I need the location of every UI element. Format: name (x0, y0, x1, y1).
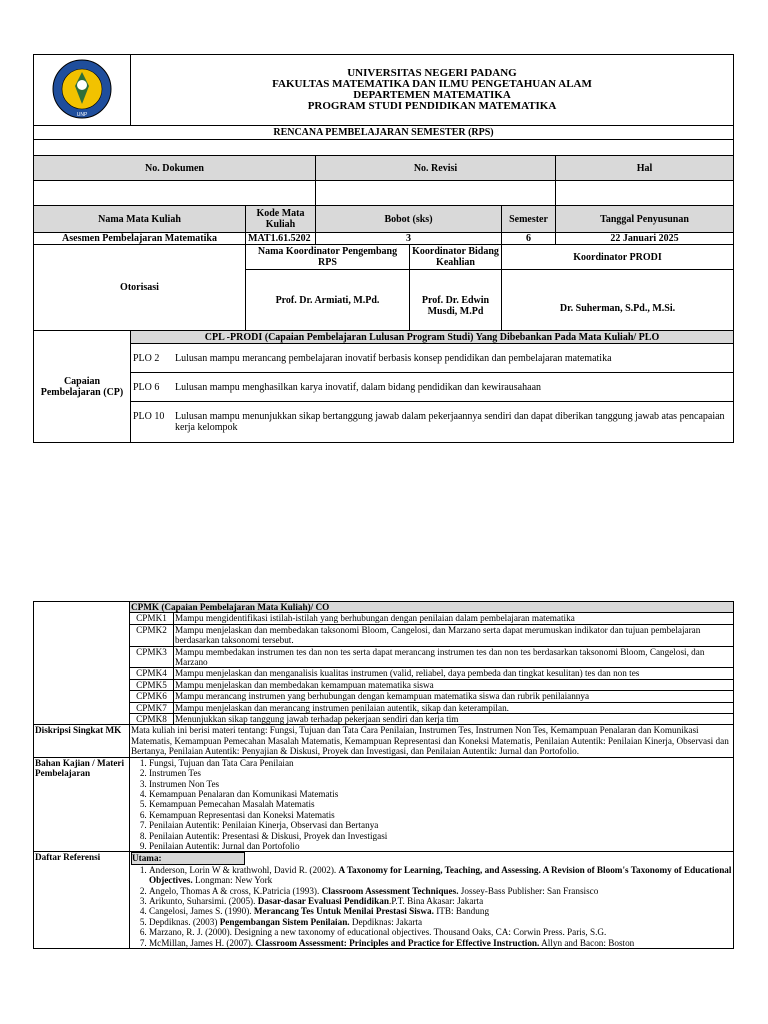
list-item: 2. Instrumen Tes (149, 768, 732, 778)
expertise-label: Koordinator Bidang Keahlian (410, 245, 502, 270)
cpmk-text: Mampu menjelaskan dan merancang instrumen penilaian autentik, sikap dan keterampilan. (174, 702, 734, 713)
cpmk-heading: CPMK (Capaian Pembelajaran Mata Kuliah)/ CO (130, 602, 734, 613)
institution-header (131, 55, 734, 126)
course-name: Asesmen Pembelajaran Matematika (34, 233, 246, 245)
hal-value (556, 181, 734, 206)
deskripsi-label: Diskripsi Singkat MK (34, 725, 130, 757)
cpmk-text: Mampu menjelaskan dan membedakan kemampuan matematika siswa (174, 679, 734, 690)
list-item: 6. Marzano, R. J. (2000). Designing a new taxonomy of educational objectives. Thousand Oaks, CA: Corwin Press. Paris, S.G. (149, 927, 732, 937)
cpmk-code: CPMK1 (130, 613, 174, 624)
list-item: 2. Angelo, Thomas A & cross, K.Patricia (1993). Classroom Assessment Techniques. Jossey-Bass Publisher: San Fransisco (149, 886, 732, 896)
list-item: 7. McMillan, James H. (2007). Classroom Assessment: Principles and Practice for Effective Instruction. Allyn and Bacon: Boston (149, 938, 732, 948)
cpmk-side-cell (34, 602, 130, 725)
plo-code: PLO 2 (133, 352, 160, 364)
developer-name: Prof. Dr. Armiati, M.Pd. (246, 270, 410, 331)
plo-code: PLO 10 (133, 411, 165, 422)
logo-abbrev: UNP (76, 111, 88, 118)
list-item: 3. Arikunto, Suharsimi. (2005). Dasar-dasar Evaluasi Pendidikan.P.T. Bina Akasar: Jakarta (149, 896, 732, 906)
list-item: 1. Anderson, Lorin W & krathwohl, David R. (2002). A Taxonomy for Learning, Teaching, and Assessing. A Revision of Bloom's Taxonomy of Educational Objectives. Longman: New York (149, 865, 732, 886)
no-revisi-label: No. Revisi (316, 156, 556, 181)
cpmk-code: CPMK8 (130, 714, 174, 725)
university-logo (51, 58, 113, 120)
bahan-list (131, 758, 732, 852)
prodi-label: Koordinator PRODI (502, 245, 734, 270)
date-label: Tanggal Penyusunan (556, 206, 734, 233)
list-item: 3. Instrumen Non Tes (149, 779, 732, 789)
semester-label: Semester (502, 206, 556, 233)
no-revisi-value (316, 181, 556, 206)
doc-title: RENCANA PEMBELAJARAN SEMESTER (RPS) (34, 126, 734, 140)
referensi-label: Daftar Referensi (34, 852, 130, 949)
no-dokumen-value (34, 181, 316, 206)
plo-row (131, 344, 734, 373)
list-item: 1. Fungsi, Tujuan dan Tata Cara Penilaian (149, 758, 732, 768)
referensi-cell (130, 852, 734, 949)
plo-row (131, 402, 734, 443)
plo-text: Lulusan mampu merancang pembelajaran inovatif berbasis konsep pendidikan dan pembelajaran matematika (175, 352, 612, 364)
otorisasi-label: Otorisasi (34, 245, 246, 331)
department-name: DEPARTEMEN MATEMATIKA (353, 89, 511, 101)
cpmk-text: Mampu menjelaskan dan membedakan taksonomi Bloom, Cangelosi, dan Marzano serta dapat merumuskan indikator dan tujuan pembelajaran berdasarkan taksonomi tersebut. (174, 624, 734, 646)
program-name: PROGRAM STUDI PENDIDIKAN MATEMATIKA (307, 100, 557, 112)
list-item: 4. Cangelosi, James S. (1990). Merancang Tes Untuk Menilai Prestasi Siswa. ITB: Bandung (149, 906, 732, 916)
cpmk-code: CPMK7 (130, 702, 174, 713)
cp-label: Capaian Pembelajaran (CP) (34, 331, 131, 443)
list-item: 4. Kemampuan Penalaran dan Komunikasi Matematis (149, 789, 732, 799)
credits-value: 3 (316, 233, 502, 245)
bahan-label: Bahan Kajian / Materi Pembelajaran (34, 757, 130, 852)
list-item: 8. Penilaian Autentik: Presentasi & Diskusi, Proyek dan Investigasi (149, 831, 732, 841)
date-value: 22 Januari 2025 (556, 233, 734, 245)
list-item: 6. Kemampuan Representasi dan Koneksi Matematis (149, 810, 732, 820)
plo-text: Lulusan mampu menghasilkan karya inovatif, dalam bidang pendidikan dan kewirausahaan (175, 381, 542, 393)
rps-content-table (33, 601, 734, 949)
list-item: 5. Kemampuan Pemecahan Masalah Matematis (149, 799, 732, 809)
deskripsi-text: Mata kuliah ini berisi materi tentang: Fungsi, Tujuan dan Tata Cara Penilaian, Instrumen Tes, Instrumen Non Tes, Kemampuan Penalaran dan Komunikasi Matematis, Kemampuan Pemecahan Masalah Matematis, Kemampuan Representasi dan Koneksi Matematis, Penilaian Autentik: Penilaian Kinerja, Observasi dan Bertanya, Penilaian Autentik: Penyajian & Diskusi, Proyek dan Investigasi, dan Penilaian Autentik: Jurnal dan Portofolio. (130, 725, 734, 757)
developer-label: Nama Koordinator Pengembang RPS (246, 245, 410, 270)
utama-label: Utama: (131, 852, 245, 864)
course-code: MAT1.61.5202 (246, 233, 316, 245)
plo-heading: CPL -PRODI (Capaian Pembelajaran Lulusan Program Studi) Yang Dibebankan Pada Mata Kuliah/ PLO (131, 331, 734, 344)
cpmk-text: Mampu merancang instrumen yang berhubungan dengan kemampuan matematika siswa dan rubrik penilaiannya (174, 691, 734, 702)
credits-label: Bobot (sks) (316, 206, 502, 233)
cpmk-text: Menunjukkan sikap tanggung jawab terhadap pekerjaan sendiri dan kerja tim (174, 714, 734, 725)
cpmk-text: Mampu menjelaskan dan menganalisis kualitas instrumen (valid, reliabel, daya pembeda dan tingkat kesulitan) tes dan non tes (174, 668, 734, 679)
cpmk-code: CPMK4 (130, 668, 174, 679)
cpmk-text: Mampu mengidentifikasi istilah-istilah yang berhubungan dengan penilaian dalam pembelajaran matematika (174, 613, 734, 624)
bahan-list-cell (130, 757, 734, 852)
university-name: UNIVERSITAS NEGERI PADANG (347, 67, 517, 79)
hal-label: Hal (556, 156, 734, 181)
list-item: 9. Penilaian Autentik: Jurnal dan Portofolio (149, 841, 732, 851)
list-item: 7. Penilaian Autentik: Penilaian Kinerja, Observasi dan Bertanya (149, 820, 732, 830)
expertise-name: Prof. Dr. Edwin Musdi, M.Pd (410, 270, 502, 331)
list-item: 5. Depdiknas. (2003) Pengembangan Sistem Penilaian. Depdiknas: Jakarta (149, 917, 732, 927)
plo-text: Lulusan mampu menunjukkan sikap bertanggung jawab dalam pekerjaannya sendiri dan dapat diberikan tanggung jawab atas pencapaian kerja kelompok (175, 411, 725, 433)
prodi-name: Dr. Suherman, S.Pd., M.Si. (502, 270, 734, 331)
no-dokumen-label: No. Dokumen (34, 156, 316, 181)
cpmk-code: CPMK5 (130, 679, 174, 690)
blank-row (34, 140, 734, 156)
rps-header-table (33, 54, 734, 443)
logo-cell (34, 55, 131, 126)
semester-value: 6 (502, 233, 556, 245)
cpmk-code: CPMK6 (130, 691, 174, 702)
faculty-name: FAKULTAS MATEMATIKA DAN ILMU PENGETAHUAN ALAM (272, 78, 592, 90)
plo-row (131, 373, 734, 402)
cpmk-code: CPMK2 (130, 624, 174, 646)
referensi-list (131, 865, 732, 948)
course-code-label: Kode Mata Kuliah (246, 206, 316, 233)
cpmk-code: CPMK3 (130, 646, 174, 668)
plo-code: PLO 6 (133, 381, 160, 393)
cpmk-text: Mampu membedakan instrumen tes dan non tes serta dapat merancang instrumen tes dan non tes berdasarkan taksonomi Bloom, Cangelosi, dan Marzano (174, 646, 734, 668)
course-name-label: Nama Mata Kuliah (34, 206, 246, 233)
